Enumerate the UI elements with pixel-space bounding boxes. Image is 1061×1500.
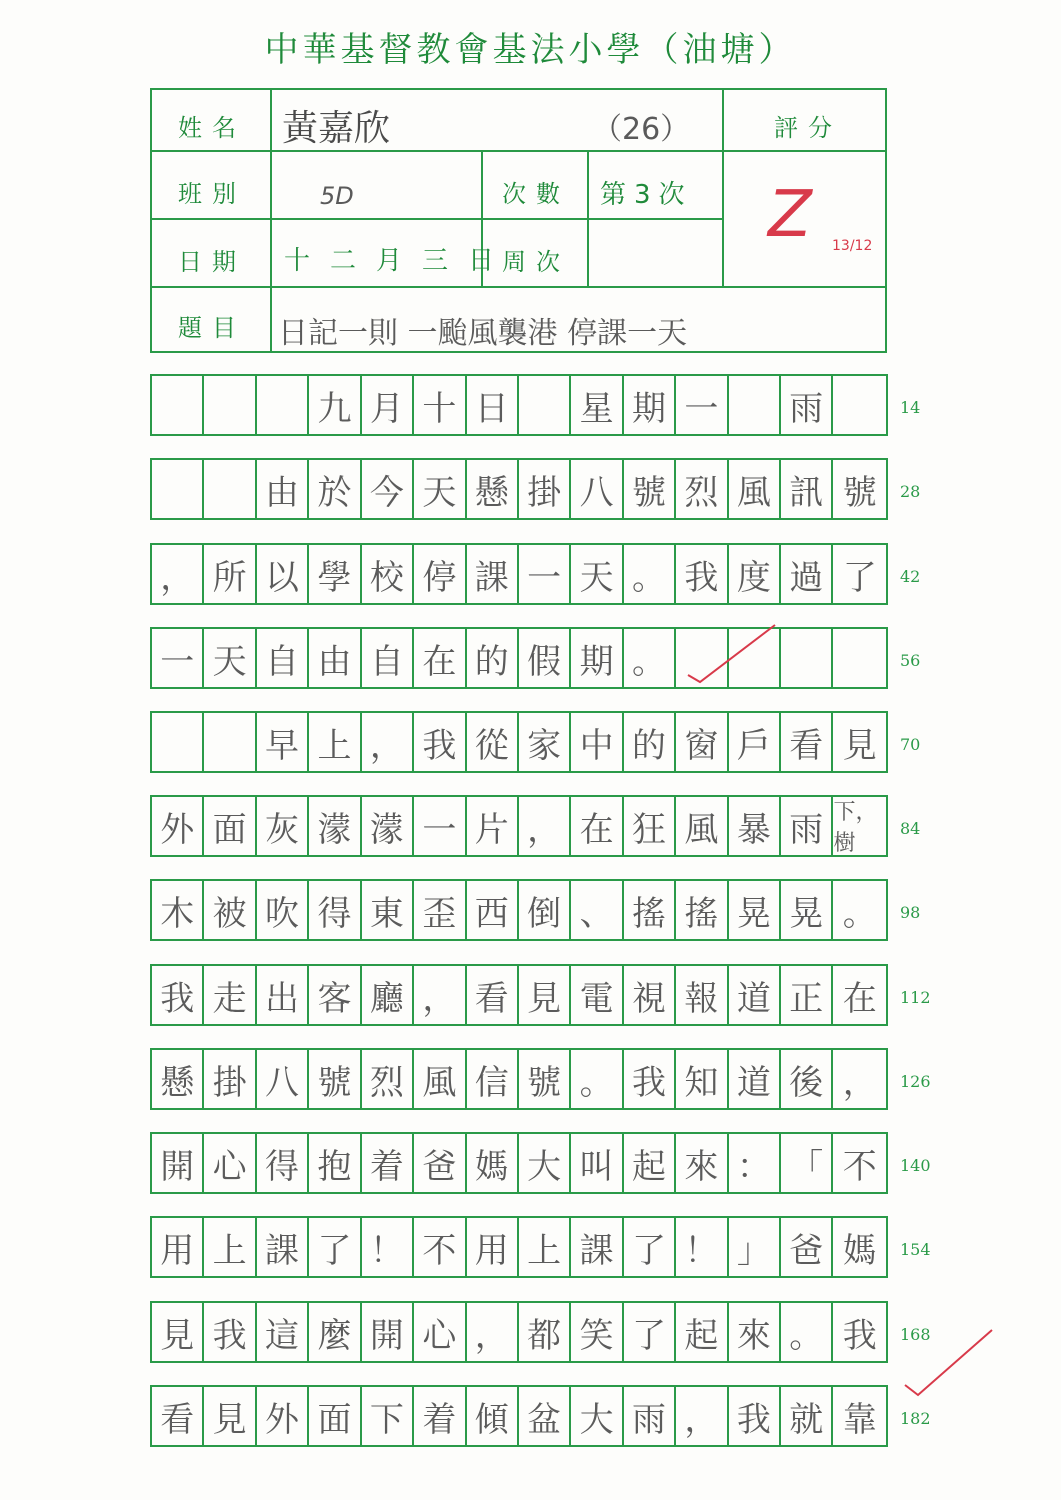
grid-cell: 。 [624, 545, 676, 603]
grid-cell: 道 [729, 966, 781, 1024]
grid-cell: 視 [624, 966, 676, 1024]
grid-cell: 」 [729, 1218, 781, 1276]
grid-cell: 暴 [729, 797, 781, 855]
character-count: 182 [900, 1409, 931, 1428]
grid-cell: ， [414, 966, 466, 1024]
grid-cell: 的 [624, 713, 676, 771]
grid-row [150, 711, 888, 773]
class-number: （26） [592, 112, 691, 147]
grid-cell: 號 [842, 472, 877, 513]
grid-cell: 戶 [729, 713, 781, 771]
grid-cell: 不 [414, 1218, 466, 1276]
grid-cell: 訊 [781, 460, 833, 518]
grid-cell: 起 [676, 1303, 728, 1361]
grid-cell: 窗 [676, 713, 728, 771]
grid-cell [833, 629, 885, 687]
grid-row [150, 1132, 888, 1194]
grid-cell: 烈 [362, 1050, 414, 1108]
grid-row [150, 543, 888, 605]
grid-cell: 所 [204, 545, 256, 603]
grid-cell: 課 [571, 1218, 623, 1276]
grid-cell: 開 [362, 1303, 414, 1361]
character-count: 42 [900, 567, 921, 586]
grid-cell: 麼 [309, 1303, 361, 1361]
grid-cell: 我 [624, 1050, 676, 1108]
grid-cell: 。 [781, 1303, 833, 1361]
grid-cell: 天 [204, 629, 256, 687]
grid-cell: ， [519, 797, 571, 855]
grid-cell: 十 [414, 376, 466, 434]
grid-cell: 得 [257, 1134, 309, 1192]
character-count: 112 [900, 988, 931, 1007]
grid-cell: 由 [257, 460, 309, 518]
grid-cell: 起 [624, 1134, 676, 1192]
grid-cell [833, 376, 885, 434]
grid-cell: 信 [467, 1050, 519, 1108]
grid-cell: 盆 [519, 1387, 571, 1445]
grid-cell: 期 [624, 376, 676, 434]
grid-cell: 一 [414, 797, 466, 855]
grid-cell: ， [676, 1387, 728, 1445]
grid-cell: 懸 [467, 460, 519, 518]
grade-note: 13/12 [832, 238, 873, 254]
grid-cell: 吹 [257, 881, 309, 939]
grid-cell: 星 [571, 376, 623, 434]
grid-row [150, 795, 888, 857]
grid-cell: 我 [152, 966, 204, 1024]
grid-cell: 晃 [781, 881, 833, 939]
topic-label: 題目 [178, 314, 246, 342]
grid-cell: 爸 [781, 1218, 833, 1276]
grid-cell [676, 629, 728, 687]
grid-cell: 風 [676, 797, 728, 855]
grid-cell: 風 [414, 1050, 466, 1108]
grid-cell: 在 [571, 797, 623, 855]
grid-cell: 下，樹 [833, 800, 878, 856]
grid-cell: 得 [309, 881, 361, 939]
grid-cell: 自 [362, 629, 414, 687]
grid-cell [729, 376, 781, 434]
grid-cell: 於 [309, 460, 361, 518]
grid-cell: 我 [729, 1387, 781, 1445]
grid-cell: 家 [519, 713, 571, 771]
grid-cell: 道 [729, 1050, 781, 1108]
grid-cell: 就 [781, 1387, 833, 1445]
grid-cell [204, 376, 256, 434]
grid-cell: ， [842, 1062, 877, 1103]
character-count: 56 [900, 651, 921, 670]
grid-cell: 雨 [781, 797, 833, 855]
grid-cell: 課 [467, 545, 519, 603]
grid-cell: 客 [309, 966, 361, 1024]
grid-cell: 度 [729, 545, 781, 603]
grid-cell: 面 [204, 797, 256, 855]
grid-cell: 大 [571, 1387, 623, 1445]
grid-cell: 八 [571, 460, 623, 518]
grid-cell: 見 [842, 725, 877, 766]
grid-cell: 靠 [842, 1399, 877, 1440]
class-label: 班別 [178, 180, 246, 208]
grid-cell: ！ [362, 1218, 414, 1276]
grid-cell: 我 [842, 1315, 877, 1356]
grid-cell: 雨 [781, 376, 833, 434]
grid-cell: 濛 [362, 797, 414, 855]
character-count: 14 [900, 398, 921, 417]
grid-cell: 來 [729, 1303, 781, 1361]
grid-cell: 早 [257, 713, 309, 771]
grid-cell [204, 713, 256, 771]
grid-cell: 了 [842, 557, 877, 598]
grid-cell: 以 [257, 545, 309, 603]
grid-cell: 看 [781, 713, 833, 771]
grid-cell: 看 [467, 966, 519, 1024]
grid-cell: 。 [842, 893, 877, 934]
character-count: 140 [900, 1156, 931, 1175]
grid-row [150, 458, 888, 520]
grid-cell: 媽 [467, 1134, 519, 1192]
grid-cell: 由 [309, 629, 361, 687]
grid-cell: 天 [571, 545, 623, 603]
grid-cell: 都 [519, 1303, 571, 1361]
grid-row [150, 1048, 888, 1110]
grid-cell: 期 [571, 629, 623, 687]
grid-cell: 用 [152, 1218, 204, 1276]
grid-cell [729, 629, 781, 687]
grid-cell: 抱 [309, 1134, 361, 1192]
grid-row [150, 879, 888, 941]
grid-cell: ： [729, 1134, 781, 1192]
topic-value: 日記一則 一颱風襲港 停課一天 [278, 316, 688, 351]
week-label: 周次 [502, 248, 570, 276]
grid-cell: 九 [309, 376, 361, 434]
grid-cell: 天 [414, 460, 466, 518]
grid-cell: 正 [781, 966, 833, 1024]
grid-cell: ， [467, 1303, 519, 1361]
grid-cell: 傾 [467, 1387, 519, 1445]
character-count: 28 [900, 482, 921, 501]
grid-cell: 上 [204, 1218, 256, 1276]
grid-cell: 歪 [414, 881, 466, 939]
grid-cell: 知 [676, 1050, 728, 1108]
grid-cell: 自 [257, 629, 309, 687]
grid-cell: 報 [676, 966, 728, 1024]
grid-cell: 上 [309, 713, 361, 771]
grid-cell: ， [152, 545, 204, 603]
grid-cell: 灰 [257, 797, 309, 855]
grid-cell: 一 [676, 376, 728, 434]
grid-cell: 我 [676, 545, 728, 603]
grid-cell: 着 [414, 1387, 466, 1445]
character-count: 126 [900, 1072, 931, 1091]
grid-cell: 大 [519, 1134, 571, 1192]
grid-cell: 掛 [519, 460, 571, 518]
grid-cell: 今 [362, 460, 414, 518]
grid-cell: 片 [467, 797, 519, 855]
grid-cell: 下 [362, 1387, 414, 1445]
grid-cell: 我 [414, 713, 466, 771]
times-value: 第3次 [600, 180, 693, 210]
grid-cell: 了 [309, 1218, 361, 1276]
grid-cell: 狂 [624, 797, 676, 855]
character-count: 98 [900, 903, 921, 922]
grid-cell: 搖 [624, 881, 676, 939]
times-label: 次數 [502, 180, 570, 208]
grid-cell: 停 [414, 545, 466, 603]
date-label: 日期 [178, 248, 246, 276]
grid-cell: 廳 [362, 966, 414, 1024]
grid-cell: 外 [257, 1387, 309, 1445]
grid-cell: 來 [676, 1134, 728, 1192]
grid-cell: 用 [467, 1218, 519, 1276]
grid-cell: 看 [152, 1387, 204, 1445]
grid-row [150, 374, 888, 436]
grid-cell: 倒 [519, 881, 571, 939]
grid-cell: 我 [204, 1303, 256, 1361]
grid-row [150, 964, 888, 1026]
grid-cell: 被 [204, 881, 256, 939]
grid-cell: 不 [842, 1146, 877, 1187]
grid-cell: 中 [571, 713, 623, 771]
grid-cell: 。 [624, 629, 676, 687]
grid-cell: 外 [152, 797, 204, 855]
grid-row [150, 1385, 888, 1447]
grid-cell [152, 713, 204, 771]
grid-cell: 搖 [676, 881, 728, 939]
grid-cell: 見 [519, 966, 571, 1024]
grid-cell: 、 [571, 881, 623, 939]
date-value: 十二月三日 [284, 246, 515, 276]
grid-cell: 濛 [309, 797, 361, 855]
grid-cell: 號 [519, 1050, 571, 1108]
grid-cell: 出 [257, 966, 309, 1024]
grid-cell: 見 [204, 1387, 256, 1445]
grid-cell: ！ [676, 1218, 728, 1276]
character-count: 84 [900, 819, 921, 838]
grid-cell: 了 [624, 1303, 676, 1361]
grid-cell: 號 [309, 1050, 361, 1108]
grid-cell: 一 [519, 545, 571, 603]
grid-cell: 學 [309, 545, 361, 603]
grade-mark: Z [768, 178, 812, 252]
character-count: 70 [900, 735, 921, 754]
grid-cell [257, 376, 309, 434]
grid-cell: 電 [571, 966, 623, 1024]
grid-cell: 從 [467, 713, 519, 771]
grid-cell: 在 [414, 629, 466, 687]
grid-row [150, 1301, 888, 1363]
grid-cell: 過 [781, 545, 833, 603]
grid-cell: 風 [729, 460, 781, 518]
grid-cell: 假 [519, 629, 571, 687]
grid-cell [781, 629, 833, 687]
grid-cell: 掛 [204, 1050, 256, 1108]
grid-cell: 笑 [571, 1303, 623, 1361]
grid-cell: 走 [204, 966, 256, 1024]
grid-cell [152, 376, 204, 434]
grid-cell: 雨 [624, 1387, 676, 1445]
score-label: 評分 [774, 114, 842, 142]
grid-cell: 心 [414, 1303, 466, 1361]
grid-cell [204, 460, 256, 518]
school-title: 中華基督教會基法小學（油塘） [264, 30, 797, 70]
grid-cell: 八 [257, 1050, 309, 1108]
grid-cell: 一 [152, 629, 204, 687]
grid-cell [152, 460, 204, 518]
grid-cell [519, 376, 571, 434]
grid-cell: 着 [362, 1134, 414, 1192]
grid-cell: 西 [467, 881, 519, 939]
grid-cell: 課 [257, 1218, 309, 1276]
grid-cell: 媽 [842, 1230, 877, 1271]
name-label: 姓名 [178, 114, 246, 142]
grid-cell: 木 [152, 881, 204, 939]
grid-cell: 這 [257, 1303, 309, 1361]
grid-cell: 在 [842, 978, 877, 1019]
grid-cell: 懸 [152, 1050, 204, 1108]
character-count: 168 [900, 1325, 931, 1344]
header-table [150, 88, 887, 353]
grid-cell: 心 [204, 1134, 256, 1192]
grid-cell: 。 [571, 1050, 623, 1108]
grid-cell: 「 [781, 1134, 833, 1192]
class-value: 5D [320, 182, 354, 210]
grid-cell: 號 [624, 460, 676, 518]
grid-cell: 開 [152, 1134, 204, 1192]
grid-cell: 東 [362, 881, 414, 939]
grid-cell: 烈 [676, 460, 728, 518]
grid-cell: 日 [467, 376, 519, 434]
grid-cell: ， [362, 713, 414, 771]
grid-cell: 後 [781, 1050, 833, 1108]
grid-cell: 爸 [414, 1134, 466, 1192]
name-value: 黃嘉欣 [282, 108, 391, 149]
grid-cell: 校 [362, 545, 414, 603]
grid-cell: 上 [519, 1218, 571, 1276]
grid-cell: 了 [624, 1218, 676, 1276]
grid-row [150, 1216, 888, 1278]
grid-row [150, 627, 888, 689]
character-count: 154 [900, 1240, 931, 1259]
grid-cell: 見 [152, 1303, 204, 1361]
grid-cell: 晃 [729, 881, 781, 939]
grid-cell: 月 [362, 376, 414, 434]
grid-cell: 面 [309, 1387, 361, 1445]
grid-cell: 叫 [571, 1134, 623, 1192]
grid-cell: 的 [467, 629, 519, 687]
